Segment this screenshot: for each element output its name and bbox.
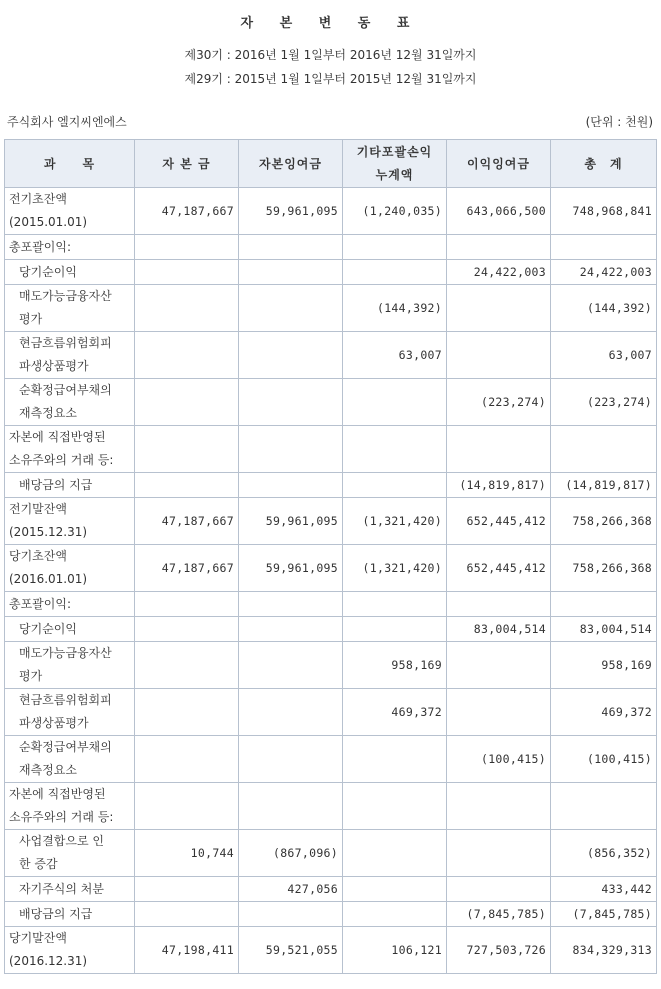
cell-capital: 47,187,667 [135,188,239,235]
header-aoci-line2: 누계액 [375,167,414,182]
cell-total: (100,415) [551,736,657,783]
row-label-line1: 당기초잔액 [9,549,67,563]
cell-total [551,592,657,617]
cell-aoci [343,617,447,642]
cell-aoci: 63,007 [343,332,447,379]
cell-capital [135,426,239,473]
row-label [5,426,135,473]
cell-capital [135,902,239,927]
row-label-line1: 전기말잔액 [9,502,67,516]
cell-aoci: 106,121 [343,927,447,974]
row-label-line2: 재측정요소 [19,406,77,420]
header-total: 총 계 [551,140,657,188]
cell-total: (223,274) [551,379,657,426]
row-label [5,498,135,545]
period-current: 제30기 : 2016년 1월 1일부터 2016년 12월 31일까지 [184,48,477,62]
cell-total [551,235,657,260]
header-retained: 이익잉여금 [447,140,551,188]
equity-changes-table [4,139,657,974]
cell-capital-surplus [239,592,343,617]
cell-capital-surplus [239,260,343,285]
row-label-line1: 자본에 직접반영된 [9,430,106,444]
table-row [5,426,657,473]
cell-retained: 652,445,412 [447,545,551,592]
cell-aoci [343,902,447,927]
row-label [5,379,135,426]
cell-aoci [343,426,447,473]
cell-retained: 643,066,500 [447,188,551,235]
cell-capital-surplus [239,642,343,689]
row-label [5,188,135,235]
row-label-line1: 현금흐름위험회피 [19,693,112,707]
company-name: 주식회사 엘지씨엔에스 [7,115,127,129]
cell-capital [135,689,239,736]
row-label-line1: 매도가능금융자산 [19,646,112,660]
row-label-line2: 파생상품평가 [19,359,89,373]
table-row [5,188,657,235]
table-row [5,545,657,592]
table-header-row [5,140,657,188]
cell-total: (144,392) [551,285,657,332]
cell-retained [447,285,551,332]
cell-capital-surplus [239,736,343,783]
cell-retained [447,592,551,617]
row-label [5,830,135,877]
cell-aoci: 958,169 [343,642,447,689]
header-aoci-line1: 기타포괄손익 [356,144,433,159]
cell-aoci: 469,372 [343,689,447,736]
cell-capital-surplus: 59,961,095 [239,498,343,545]
cell-retained [447,877,551,902]
table-row [5,902,657,927]
row-label [5,473,135,498]
cell-total: (14,819,817) [551,473,657,498]
cell-capital-surplus: 59,521,055 [239,927,343,974]
cell-total: 24,422,003 [551,260,657,285]
row-label-line2: 평가 [19,312,43,326]
cell-retained [447,426,551,473]
cell-capital-surplus [239,235,343,260]
table-row [5,498,657,545]
cell-capital-surplus: 59,961,095 [239,188,343,235]
header-capital: 자 본 금 [135,140,239,188]
row-label-line2: (2016.12.31) [9,954,88,968]
cell-capital-surplus [239,689,343,736]
cell-total [551,426,657,473]
row-label-line2: 파생상품평가 [19,716,89,730]
table-row [5,617,657,642]
cell-capital [135,592,239,617]
cell-retained: (14,819,817) [447,473,551,498]
row-label [5,332,135,379]
table-row [5,332,657,379]
cell-aoci [343,379,447,426]
table-row [5,642,657,689]
cell-capital [135,235,239,260]
cell-total: 433,442 [551,877,657,902]
row-label-line1: 총포괄이익: [9,239,72,254]
cell-capital [135,642,239,689]
row-label-line1: 당기말잔액 [9,931,67,945]
table-row [5,927,657,974]
cell-capital-surplus [239,426,343,473]
cell-capital-surplus [239,783,343,830]
cell-aoci: (1,321,420) [343,545,447,592]
cell-total: 63,007 [551,332,657,379]
cell-aoci [343,877,447,902]
cell-aoci [343,473,447,498]
cell-capital [135,783,239,830]
statement-title: 자 본 변 동 표 [240,16,421,31]
table-row [5,592,657,617]
cell-total: 758,266,368 [551,498,657,545]
cell-aoci: (144,392) [343,285,447,332]
row-label-line2: 재측정요소 [19,763,77,777]
table-row [5,830,657,877]
cell-retained [447,332,551,379]
cell-capital: 47,187,667 [135,498,239,545]
cell-capital-surplus [239,617,343,642]
cell-retained: 652,445,412 [447,498,551,545]
row-label-line2: (2015.12.31) [9,525,88,539]
row-label-line2: (2015.01.01) [9,215,88,229]
table-row [5,783,657,830]
cell-capital-surplus: 427,056 [239,877,343,902]
period-prior: 제29기 : 2015년 1월 1일부터 2015년 12월 31일까지 [184,72,477,86]
cell-retained [447,783,551,830]
cell-capital-surplus [239,332,343,379]
table-row [5,689,657,736]
table-row [5,285,657,332]
cell-retained: (223,274) [447,379,551,426]
table-row [5,379,657,426]
row-label [5,642,135,689]
cell-aoci [343,783,447,830]
cell-retained [447,830,551,877]
unit-label: (단위 : 천원) [585,115,653,129]
cell-retained: (7,845,785) [447,902,551,927]
cell-retained [447,689,551,736]
cell-capital [135,285,239,332]
cell-total: 758,266,368 [551,545,657,592]
row-label-line1: 현금흐름위험회피 [19,336,112,350]
cell-total: 834,329,313 [551,927,657,974]
row-label-line1: 총포괄이익: [9,596,72,611]
row-label [5,689,135,736]
row-label-line2: 소유주와의 거래 등: [9,810,114,824]
cell-capital-surplus: 59,961,095 [239,545,343,592]
cell-capital-surplus [239,902,343,927]
header-aoci [343,140,447,188]
row-label [5,617,135,642]
row-label-line1: 전기초잔액 [9,192,67,206]
header-capital-surplus: 자본잉여금 [239,140,343,188]
cell-capital-surplus [239,379,343,426]
table-row [5,235,657,260]
cell-capital-surplus [239,473,343,498]
row-label-line2: 한 증감 [19,857,58,871]
cell-capital [135,877,239,902]
cell-total: 748,968,841 [551,188,657,235]
row-label-line1: 배당금의 지급 [19,906,93,921]
row-label [5,877,135,902]
cell-aoci [343,830,447,877]
row-label-line1: 사업결합으로 인 [19,834,104,848]
row-label-line1: 순확정급여부채의 [19,740,112,754]
row-label [5,545,135,592]
row-label-line1: 자기주식의 처분 [19,881,104,896]
cell-aoci: (1,240,035) [343,188,447,235]
cell-capital [135,332,239,379]
row-label [5,285,135,332]
header-item: 과 목 [5,140,135,188]
cell-aoci [343,235,447,260]
row-label [5,783,135,830]
cell-retained: 727,503,726 [447,927,551,974]
cell-retained [447,235,551,260]
row-label [5,592,135,617]
table-row [5,260,657,285]
cell-capital: 47,187,667 [135,545,239,592]
table-body [5,188,657,974]
cell-total: 958,169 [551,642,657,689]
cell-capital [135,379,239,426]
row-label-line1: 당기순이익 [19,264,77,279]
cell-retained: 83,004,514 [447,617,551,642]
row-label [5,736,135,783]
cell-total: 83,004,514 [551,617,657,642]
row-label-line1: 배당금의 지급 [19,477,93,492]
row-label-line1: 당기순이익 [19,621,77,636]
table-row [5,877,657,902]
row-label-line2: 소유주와의 거래 등: [9,453,114,467]
cell-capital: 10,744 [135,830,239,877]
row-label [5,927,135,974]
row-label-line1: 매도가능금융자산 [19,289,112,303]
cell-total: (856,352) [551,830,657,877]
cell-capital-surplus: (867,096) [239,830,343,877]
cell-retained [447,642,551,689]
table-row [5,473,657,498]
cell-total [551,783,657,830]
cell-retained: 24,422,003 [447,260,551,285]
row-label-line2: 평가 [19,669,43,683]
table-row [5,736,657,783]
cell-aoci [343,260,447,285]
cell-capital [135,617,239,642]
row-label-line1: 자본에 직접반영된 [9,787,106,801]
cell-capital [135,260,239,285]
row-label [5,260,135,285]
row-label [5,902,135,927]
cell-capital [135,473,239,498]
row-label-line2: (2016.01.01) [9,572,88,586]
cell-aoci [343,592,447,617]
cell-capital: 47,198,411 [135,927,239,974]
row-label [5,235,135,260]
cell-total: 469,372 [551,689,657,736]
cell-capital [135,736,239,783]
cell-aoci: (1,321,420) [343,498,447,545]
cell-capital-surplus [239,285,343,332]
row-label-line1: 순확정급여부채의 [19,383,112,397]
cell-aoci [343,736,447,783]
cell-retained: (100,415) [447,736,551,783]
cell-total: (7,845,785) [551,902,657,927]
